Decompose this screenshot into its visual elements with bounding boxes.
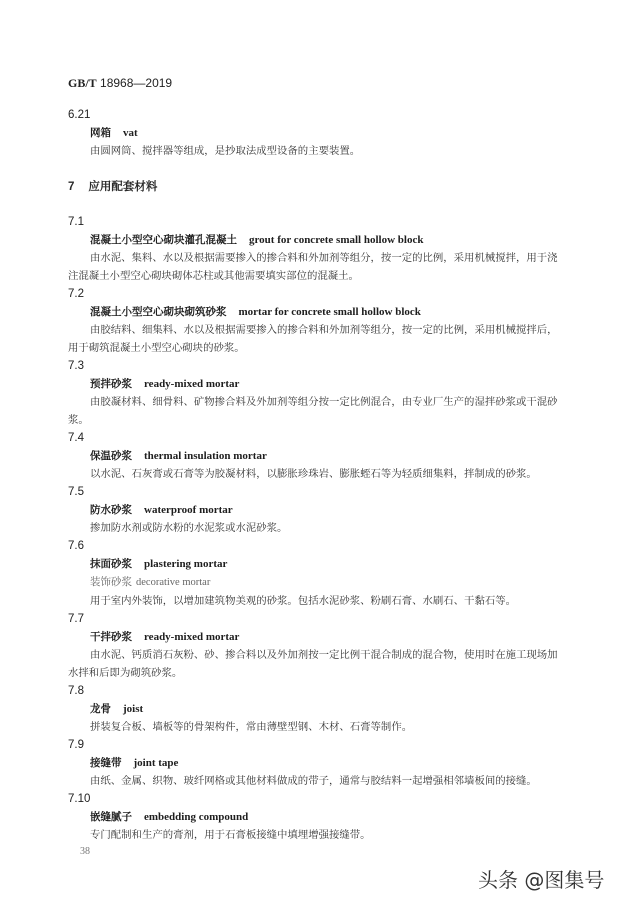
term-en: plastering mortar [144, 558, 228, 570]
term-definition: 用于室内外装饰，以增加建筑物美观的砂浆。包括水泥砂浆、粉刷石膏、水刷石、干黏石等。 [90, 595, 517, 607]
term-definition: 由水泥、钙质消石灰粉、砂、掺合料以及外加剂按一定比例干混合制成的混合物，使用时在施工现场加水拌和后即为砌筑砂浆。 [68, 649, 558, 679]
term-en: joist [123, 703, 144, 715]
term-entry [68, 790, 558, 844]
term-en: grout for concrete small hollow block [249, 234, 424, 246]
term-heading [68, 501, 558, 519]
clause-number: 7.4 [68, 432, 84, 444]
standard-code: GB/T [68, 76, 97, 90]
term-definition: 由胶结料、细集料、水以及根据需要掺入的掺合料和外加剂等组分，按一定的比例，采用机械搅拌后，用于砌筑混凝土小型空心砌块的砂浆。 [68, 324, 558, 354]
clause-number: 7.1 [68, 216, 84, 228]
term-definition: 专门配制和生产的膏剂，用于石膏板接缝中填埋增强接缝带。 [90, 829, 371, 841]
term-zh: 抹面砂浆 [90, 558, 132, 570]
term-entry [68, 285, 558, 357]
term-en: thermal insulation mortar [144, 450, 267, 462]
alternative-term [68, 573, 558, 592]
term-definition: 由纸、金属、织物、玻纤网格或其他材料做成的带子，通常与胶结料一起增强相邻墙板间的接缝。 [90, 775, 537, 787]
term-definition: 由圆网筒、搅拌器等组成，是抄取法成型设备的主要装置。 [90, 145, 361, 157]
page-number: 38 [80, 846, 90, 857]
term-entry [68, 537, 558, 610]
term-zh: 干拌砂浆 [90, 631, 132, 643]
clause-number: 7.3 [68, 360, 84, 372]
term-zh: 混凝土小型空心砌块灌孔混凝土 [90, 234, 237, 246]
term-heading [68, 628, 558, 646]
term-zh: 防水砂浆 [90, 504, 132, 516]
term-entry [68, 357, 558, 429]
clause-number: 6.21 [68, 109, 91, 121]
term-definition: 由胶凝材料、细骨料、矿物掺合料及外加剂等组分按一定比例混合，由专业厂生产的湿拌砂浆或干混砂浆。 [68, 396, 558, 426]
term-heading [68, 808, 558, 826]
term-heading [68, 231, 558, 249]
term-en: joint tape [133, 757, 179, 769]
term-zh: 龙骨 [90, 703, 111, 715]
term-en: ready-mixed mortar [144, 631, 240, 643]
term-en: waterproof mortar [144, 504, 233, 516]
term-zh: 接缝带 [90, 757, 122, 769]
term-definition: 拼装复合板、墙板等的骨架构件，常由薄壁型钢、木材、石膏等制作。 [90, 721, 413, 733]
section-title: 应用配套材料 [88, 181, 158, 193]
standard-header [68, 75, 558, 91]
clause-number: 7.10 [68, 793, 91, 805]
term-list [68, 213, 558, 844]
clause-number: 7.8 [68, 685, 84, 697]
term-zh: 嵌缝腻子 [90, 811, 132, 823]
clause-number: 7.2 [68, 288, 84, 300]
term-zh: 保温砂浆 [90, 450, 132, 462]
term-en: ready-mixed mortar [144, 378, 240, 390]
term-entry [68, 483, 558, 537]
clause-number: 7.6 [68, 540, 84, 552]
term-heading [68, 555, 558, 573]
term-definition: 以水泥、石灰膏或石膏等为胶凝材料，以膨胀珍珠岩、膨胀蛭石等为轻质细集料，拌制成的砂浆。 [90, 468, 537, 480]
term-entry [68, 682, 558, 736]
term-heading [68, 700, 558, 718]
term-definition: 由水泥、集料、水以及根据需要掺入的掺合料和外加剂等组分，按一定的比例，采用机械搅拌，用于浇注混凝土小型空心砌块砌体芯柱或其他需要填实部位的混凝土。 [68, 252, 558, 282]
term-entry [68, 429, 558, 483]
term-definition: 掺加防水剂或防水粉的水泥浆或水泥砂浆。 [90, 522, 288, 534]
term-en: mortar for concrete small hollow block [238, 306, 421, 318]
section-heading [68, 178, 558, 196]
term-en: embedding compound [144, 811, 249, 823]
standard-number: 18968—2019 [100, 76, 173, 90]
alt-term-zh: 装饰砂浆 [90, 576, 132, 588]
term-zh: 网箱 [90, 127, 111, 139]
term-zh: 预拌砂浆 [90, 378, 132, 390]
term-heading [68, 124, 558, 142]
term-entry [68, 736, 558, 790]
clause-number: 7.9 [68, 739, 84, 751]
alt-term-en: decorative mortar [136, 577, 211, 588]
watermark: 头条 @图集号 [478, 868, 605, 892]
term-heading [68, 303, 558, 321]
term-entry [68, 213, 558, 285]
term-en: vat [123, 127, 138, 139]
term-zh: 混凝土小型空心砌块砌筑砂浆 [90, 306, 227, 318]
term-entry [68, 610, 558, 682]
term-heading [68, 375, 558, 393]
term-heading [68, 447, 558, 465]
section-number: 7 [68, 181, 75, 193]
clause-number: 7.7 [68, 613, 84, 625]
term-heading [68, 754, 558, 772]
clause-number: 7.5 [68, 486, 84, 498]
